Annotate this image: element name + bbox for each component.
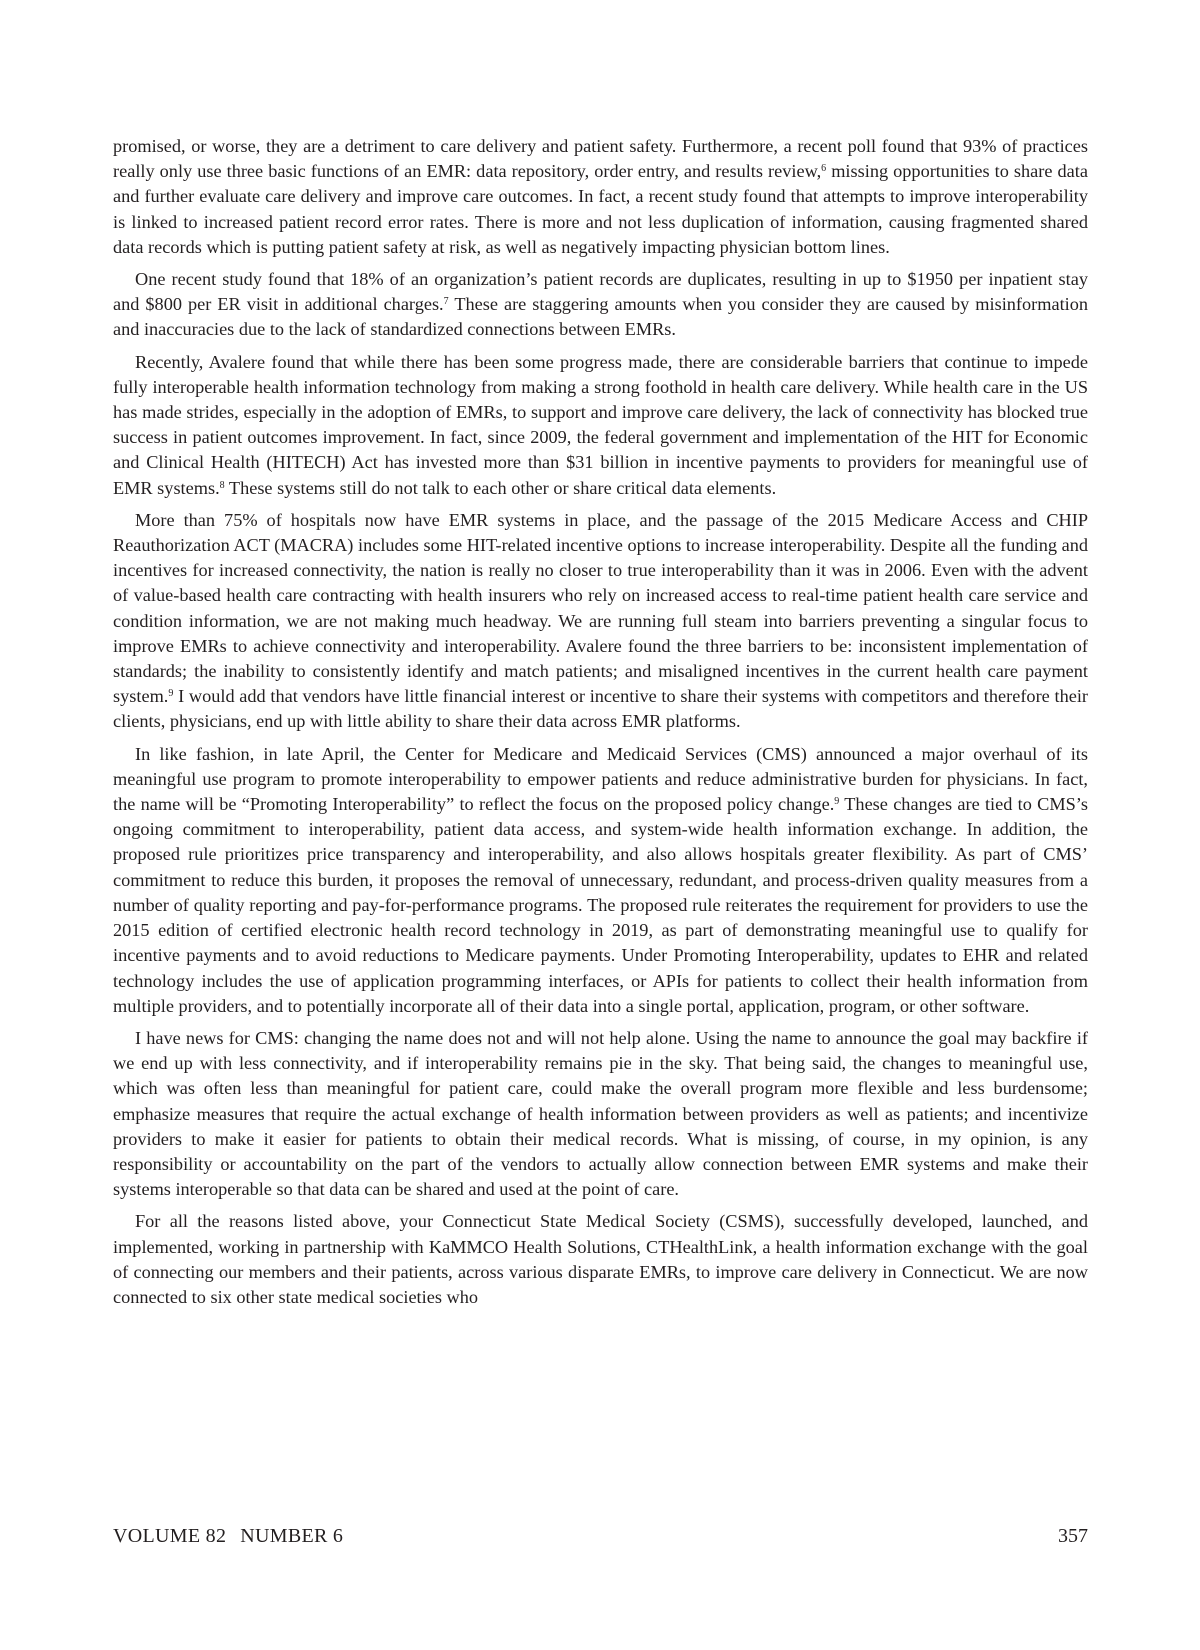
- paragraph-text: In like fashion, in late April, the Center for Medicare and Medicaid Services (CMS) announced a major overhaul of its meaningful use program to promote interoperability to empower patients and reduce administrative burden for physicians. In fact, the name will be “Promoting Interoperability” to reflect the focus on the proposed policy change.: [113, 743, 1088, 815]
- footnote-ref: 6: [821, 163, 827, 175]
- paragraph-text: For all the reasons listed above, your Connecticut State Medical Society (CSMS), successfully developed, launched, and implemented, working in partnership with KaMMCO Health Solutions, CTHealthLink, a health information exchange with the goal of connecting our members and their patients, across various disparate EMRs, to improve care delivery in Connecticut. We are now connected to six other state medical societies who: [113, 1211, 1088, 1307]
- footnote-ref: 9: [834, 796, 840, 808]
- paragraph-text: These systems still do not talk to each other or share critical data elements.: [224, 477, 777, 498]
- article-body: [113, 134, 1088, 1317]
- body-paragraph: [113, 267, 1088, 343]
- body-paragraph: [113, 350, 1088, 501]
- footnote-ref: 9: [168, 688, 174, 700]
- page-footer: [113, 1524, 1088, 1548]
- footnote-ref: 8: [219, 479, 225, 491]
- body-paragraph: [113, 508, 1088, 735]
- paragraph-text: More than 75% of hospitals now have EMR systems in place, and the passage of the 2015 Medicare Access and CHIP Reauthorization ACT (MACRA) includes some HIT-related incentive options to increase interoperability. Despite all the funding and incentives for increased connectivity, the nation is really no closer to true interoperability than it was in 2006. Even with the advent of value-based health care contracting with health insurers who rely on increased access to real-time patient health care service and condition information, we are not making much headway. We are running full steam into barriers preventing a singular focus to improve EMRs to achieve connectivity and interoperability. Avalere found the three barriers to be: inconsistent implementation of standards; the inability to consistently identify and match patients; and misaligned incentives in the current health care payment system.: [113, 509, 1088, 707]
- volume-label: VOLUME 82: [113, 1525, 227, 1547]
- paragraph-text: I have news for CMS: changing the name does not and will not help alone. Using the name to announce the goal may backfire if we end up with less connectivity, and if interoperability remains pie in the sky. That being said, the changes to meaningful use, which was often less than meaningful for patient care, could make the overall program more flexible and less burdensome; emphasize measures that require the actual exchange of health information between providers as well as patients; and incentivize providers to make it easier for patients to obtain their medical records. What is missing, of course, in my opinion, is any responsibility or accountability on the part of the vendors to actually allow connection between EMR systems and make their systems interoperable so that data can be shared and used at the point of care.: [113, 1027, 1088, 1200]
- body-paragraph: [113, 742, 1088, 1019]
- body-paragraph: [113, 1209, 1088, 1310]
- paragraph-text: missing opportunities to share data and further evaluate care delivery and improve care outcomes. In fact, a recent study found that attempts to improve interoperability is linked to increased patient record error rates. There is more and not less duplication of information, causing fragmented shared data records which is putting patient safety at risk, as well as negatively impacting physician bottom lines.: [113, 161, 1088, 257]
- paragraph-text: I would add that vendors have little financial interest or incentive to share their systems with competitors and therefore their clients, physicians, end up with little ability to share their data across EMR platforms.: [113, 686, 1088, 732]
- number-label: NUMBER 6: [240, 1525, 344, 1547]
- paragraph-text: One recent study found that 18% of an organization’s patient records are duplicates, resulting in up to $1950 per inpatient stay and $800 per ER visit in additional charges.: [113, 269, 1088, 315]
- body-paragraph: [113, 134, 1088, 260]
- page-number: 357: [1058, 1525, 1088, 1547]
- paragraph-text: These changes are tied to CMS’s ongoing commitment to interoperability, patient data access, and system-wide health information exchange. In addition, the proposed rule prioritizes price transparency and interoperability, and also allows hospitals greater flexibility. As part of CMS’ commitment to reduce this burden, it proposes the removal of unnecessary, redundant, and process-driven quality measures from a number of quality reporting and pay-for-performance programs. The proposed rule reiterates the requirement for providers to use the 2015 edition of certified electronic health record technology in 2019, as part of demonstrating meaningful use to qualify for incentive payments and to avoid reductions to Medicare payments. Under Promoting Interoperability, updates to EHR and related technology includes the use of application programming interfaces, or APIs for patients to collect their health information from multiple providers, and to potentially incorporate all of their data into a single portal, application, program, or other software.: [113, 794, 1088, 1016]
- body-paragraph: [113, 1026, 1088, 1202]
- paragraph-text: Recently, Avalere found that while there has been some progress made, there are considerable barriers that continue to impede fully interoperable health information technology from making a strong foothold in health care delivery. While health care in the US has made strides, especially in the adoption of EMRs, to support and improve care delivery, the lack of connectivity has blocked true success in patient outcomes improvement. In fact, since 2009, the federal government and implementation of the HIT for Economic and Clinical Health (HITECH) Act has invested more than $31 billion in incentive payments to providers for meaningful use of EMR systems.: [113, 351, 1088, 498]
- issue-info: [113, 1524, 343, 1548]
- paragraph-text: These are staggering amounts when you consider they are caused by misinformation and inaccuracies due to the lack of standardized connections between EMRs.: [113, 294, 1089, 340]
- footnote-ref: 7: [443, 296, 449, 308]
- paragraph-text: promised, or worse, they are a detriment to care delivery and patient safety. Furthermore, a recent poll found that 93% of practices really only use three basic functions of an EMR: data repository, order entry, and results review,: [113, 136, 1088, 182]
